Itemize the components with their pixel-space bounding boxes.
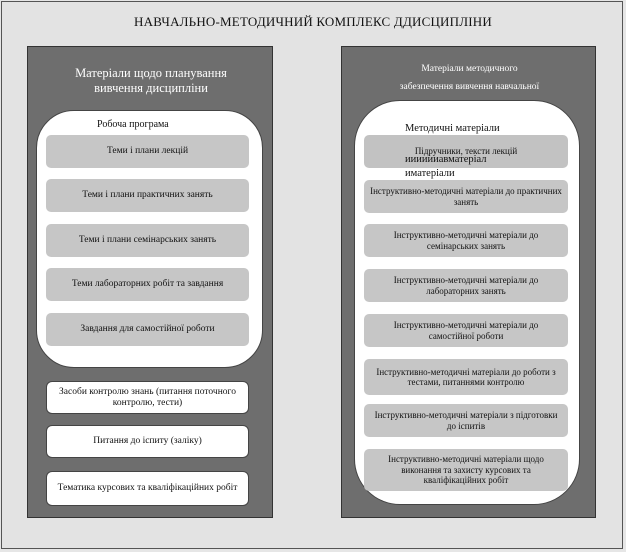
methodical-label-line3: ииииииавматеріал [405, 154, 487, 165]
methodical-label-line1: Методичні матеріали [405, 123, 500, 134]
right-item-exams: Інструктивно-методичні матеріали з підготовки до іспитів [364, 404, 568, 437]
diagram-title: НАВЧАЛЬНО-МЕТОДИЧНИЙ КОМПЛЕКС ДДИСЦИПЛІНИ [134, 14, 492, 29]
right-item-textbooks: Підручники, тексти лекцій [364, 135, 568, 168]
right-item-coursework: Інструктивно-методичні матеріали щодо виконання та захисту курсових та кваліфікаційних робіт [364, 449, 568, 491]
planning-header-line2: вивчення дисципліни [94, 81, 208, 95]
left-item-independent: Завдання для самостійної роботи [46, 313, 249, 346]
left-item-lab: Теми лабораторних робіт та завдання [46, 268, 249, 301]
left-extra-exam: Питання до іспиту (заліку) [46, 425, 249, 458]
right-item-independent: Інструктивно-методичні матеріали до самостійної роботи [364, 314, 568, 347]
left-item-seminar: Теми і плани семінарських занять [46, 224, 249, 257]
left-item-practical: Теми і плани практичних занять [46, 179, 249, 212]
left-item-lectures: Теми і плани лекцій [46, 135, 249, 168]
planning-header-line1: Матеріали щодо планування [75, 66, 227, 80]
right-item-practical: Інструктивно-методичні матеріали до практичних занять [364, 180, 568, 213]
methodical-header-line2: забезпечення вивчення навчальної [399, 82, 540, 92]
right-item-seminar: Інструктивно-методичні матеріали до семінарських занять [364, 224, 568, 257]
right-item-tests: Інструктивно-методичні матеріали до роботи з тестами, питаннями контролю [364, 359, 568, 395]
left-extra-coursework: Тематика курсових та кваліфікаційних робіт [46, 471, 249, 506]
work-program-label: Робоча програма [97, 119, 169, 130]
methodical-header-line1: Матеріали методичного [421, 64, 518, 74]
right-item-lab: Інструктивно-методичні матеріали до лабораторних занять [364, 269, 568, 302]
methodical-label-line4: иматеріали [405, 168, 455, 179]
left-extra-control: Засоби контролю знань (питання поточного контролю, тести) [46, 381, 249, 414]
